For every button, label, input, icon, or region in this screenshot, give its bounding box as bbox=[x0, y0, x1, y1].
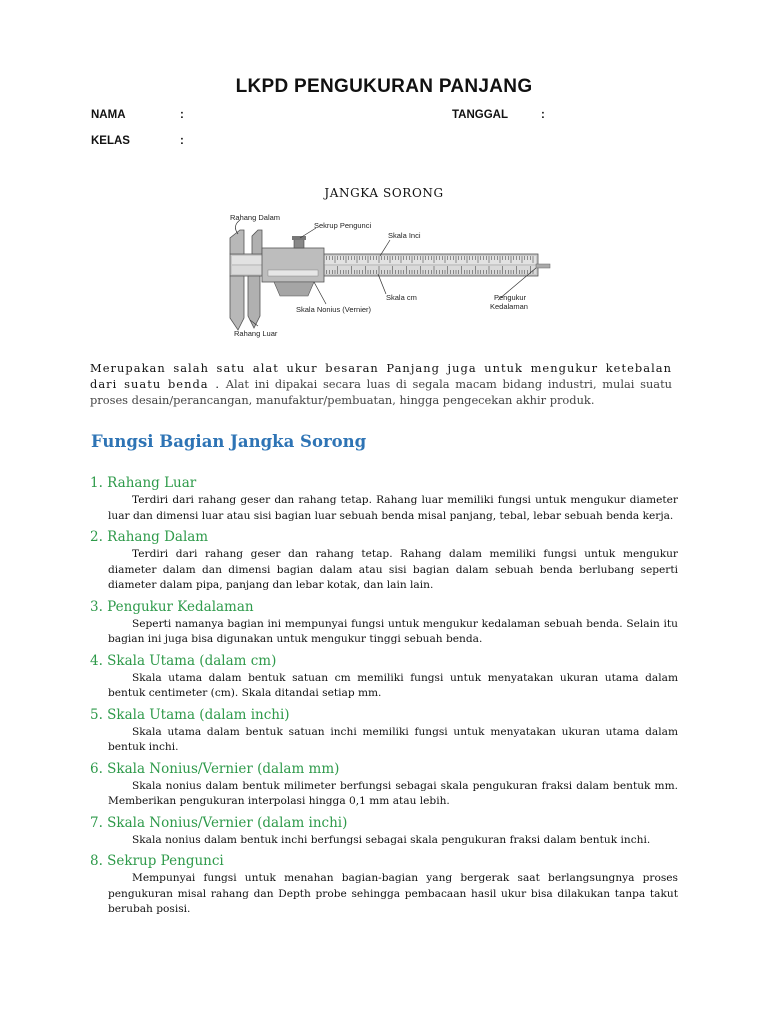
item-title: 6. Skala Nonius/Vernier (dalam mm) bbox=[90, 760, 340, 777]
fixed-inner-jaw bbox=[230, 230, 244, 254]
nama-label: NAMA bbox=[91, 109, 126, 121]
sliding-inner-jaw bbox=[252, 230, 262, 254]
list-item bbox=[90, 652, 678, 702]
label-rahang-luar: Rahang Luar bbox=[234, 329, 278, 338]
list-item bbox=[90, 852, 678, 918]
item-title: 5. Skala Utama (dalam inchi) bbox=[90, 706, 290, 723]
label-sekrup-pengunci: Sekrup Pengunci bbox=[314, 221, 372, 230]
diagram-title: JANGKA SORONG bbox=[324, 186, 444, 200]
item-desc: Skala nonius dalam bentuk inchi berfungsi sebagai skala pengukuran fraksi dalam bentuk inchi. bbox=[132, 833, 651, 846]
intro-rest: Alat ini dipakai secara luas di segala macam bidang industri, mulai suatu proses desain/perancangan, manufaktur/pembuatan, hingga pengecekan akhir produk. bbox=[90, 377, 673, 407]
intro-paragraph bbox=[90, 360, 672, 408]
label-skala-cm: Skala cm bbox=[386, 293, 417, 302]
list-item bbox=[90, 706, 678, 756]
label-rahang-dalam: Rahang Dalam bbox=[230, 213, 281, 222]
callout-nonius bbox=[314, 282, 326, 304]
label-kedalaman: Kedalaman bbox=[490, 302, 528, 311]
nama-colon: : bbox=[180, 109, 184, 121]
tanggal-label: TANGGAL bbox=[452, 109, 509, 121]
item-title: 8. Sekrup Pengunci bbox=[90, 853, 224, 869]
kelas-label: KELAS bbox=[91, 135, 130, 147]
list-item bbox=[90, 598, 678, 648]
item-title: 2. Rahang Dalam bbox=[90, 529, 209, 545]
list-item bbox=[90, 528, 678, 594]
item-title: 3. Pengukur Kedalaman bbox=[90, 598, 254, 615]
item-desc: Skala nonius dalam bentuk milimeter berfungsi sebagai skala pengukuran fraksi dalam bentuk mm. Memberikan pengukuran interpolasi hingga 0,1 mm atau lebih. bbox=[108, 779, 678, 807]
locking-screw-head bbox=[292, 236, 306, 240]
label-pengukur: Pengukur bbox=[494, 293, 527, 302]
item-title: 4. Skala Utama (dalam cm) bbox=[90, 652, 277, 669]
item-desc: Skala utama dalam bentuk satuan inchi memiliki fungsi untuk menyatakan ukuran utama dalam bentuk inchi. bbox=[108, 725, 678, 753]
item-title: 7. Skala Nonius/Vernier (dalam inchi) bbox=[90, 814, 348, 831]
kelas-colon: : bbox=[180, 135, 184, 147]
fixed-outer-jaw bbox=[230, 276, 244, 330]
label-skala-nonius: Skala Nonius (Vernier) bbox=[296, 305, 372, 314]
item-title: 1. Rahang Luar bbox=[90, 475, 197, 491]
function-list bbox=[90, 474, 678, 922]
list-item bbox=[90, 760, 678, 810]
list-item bbox=[90, 814, 678, 849]
intro-lead: Merupakan salah satu alat ukur besaran Panjang juga untuk mengukur ketebalan dari suatu benda . bbox=[90, 361, 672, 391]
item-desc: Terdiri dari rahang geser dan rahang tetap. Rahang dalam memiliki fungsi untuk mengukur diameter dalam dan dimensi bagian dalam atau sisi bagian dalam sebuah benda berlubang seperti diameter dalam pipa, panjang dan lebar kotak, dan lain lain. bbox=[108, 548, 678, 591]
caliper-diagram bbox=[218, 208, 558, 340]
label-skala-inci: Skala Inci bbox=[388, 231, 421, 240]
item-desc: Seperti namanya bagian ini mempunyai fungsi untuk mengukur kedalaman sebuah benda. Selain itu bagian ini juga bisa digunakan untuk mengukur tinggi sebuah benda. bbox=[108, 617, 678, 645]
item-desc: Terdiri dari rahang geser dan rahang tetap. Rahang luar memiliki fungsi untuk mengukur diameter luar dan dimensi luar atau sisi bagian luar sebuah benda misal panjang, tebal, lebar sebuah benda kerja. bbox=[108, 494, 678, 522]
depth-rod bbox=[536, 264, 550, 268]
item-desc: Skala utama dalam bentuk satuan cm memiliki fungsi untuk menyatakan ukuran utama dalam bentuk centimeter (cm). Skala ditandai setiap mm. bbox=[108, 671, 678, 699]
callout-skala-cm bbox=[378, 274, 386, 294]
sliding-outer-jaw bbox=[248, 276, 260, 328]
list-item bbox=[90, 474, 678, 524]
thumb-grip bbox=[274, 282, 314, 296]
vernier-scale bbox=[268, 270, 318, 276]
section-heading: Fungsi Bagian Jangka Sorong bbox=[91, 432, 367, 451]
vernier-slider bbox=[262, 248, 324, 282]
tanggal-colon: : bbox=[541, 109, 545, 121]
page-title: LKPD PENGUKURAN PANJANG bbox=[235, 76, 533, 97]
item-desc: Mempunyai fungsi untuk menahan bagian-bagian yang bergerak saat berlangsungnya proses pengukuran misal rahang dan Depth probe sehingga pembacaan hasil ukur bisa dilakukan tanpa takut berubah posisi. bbox=[108, 872, 678, 915]
